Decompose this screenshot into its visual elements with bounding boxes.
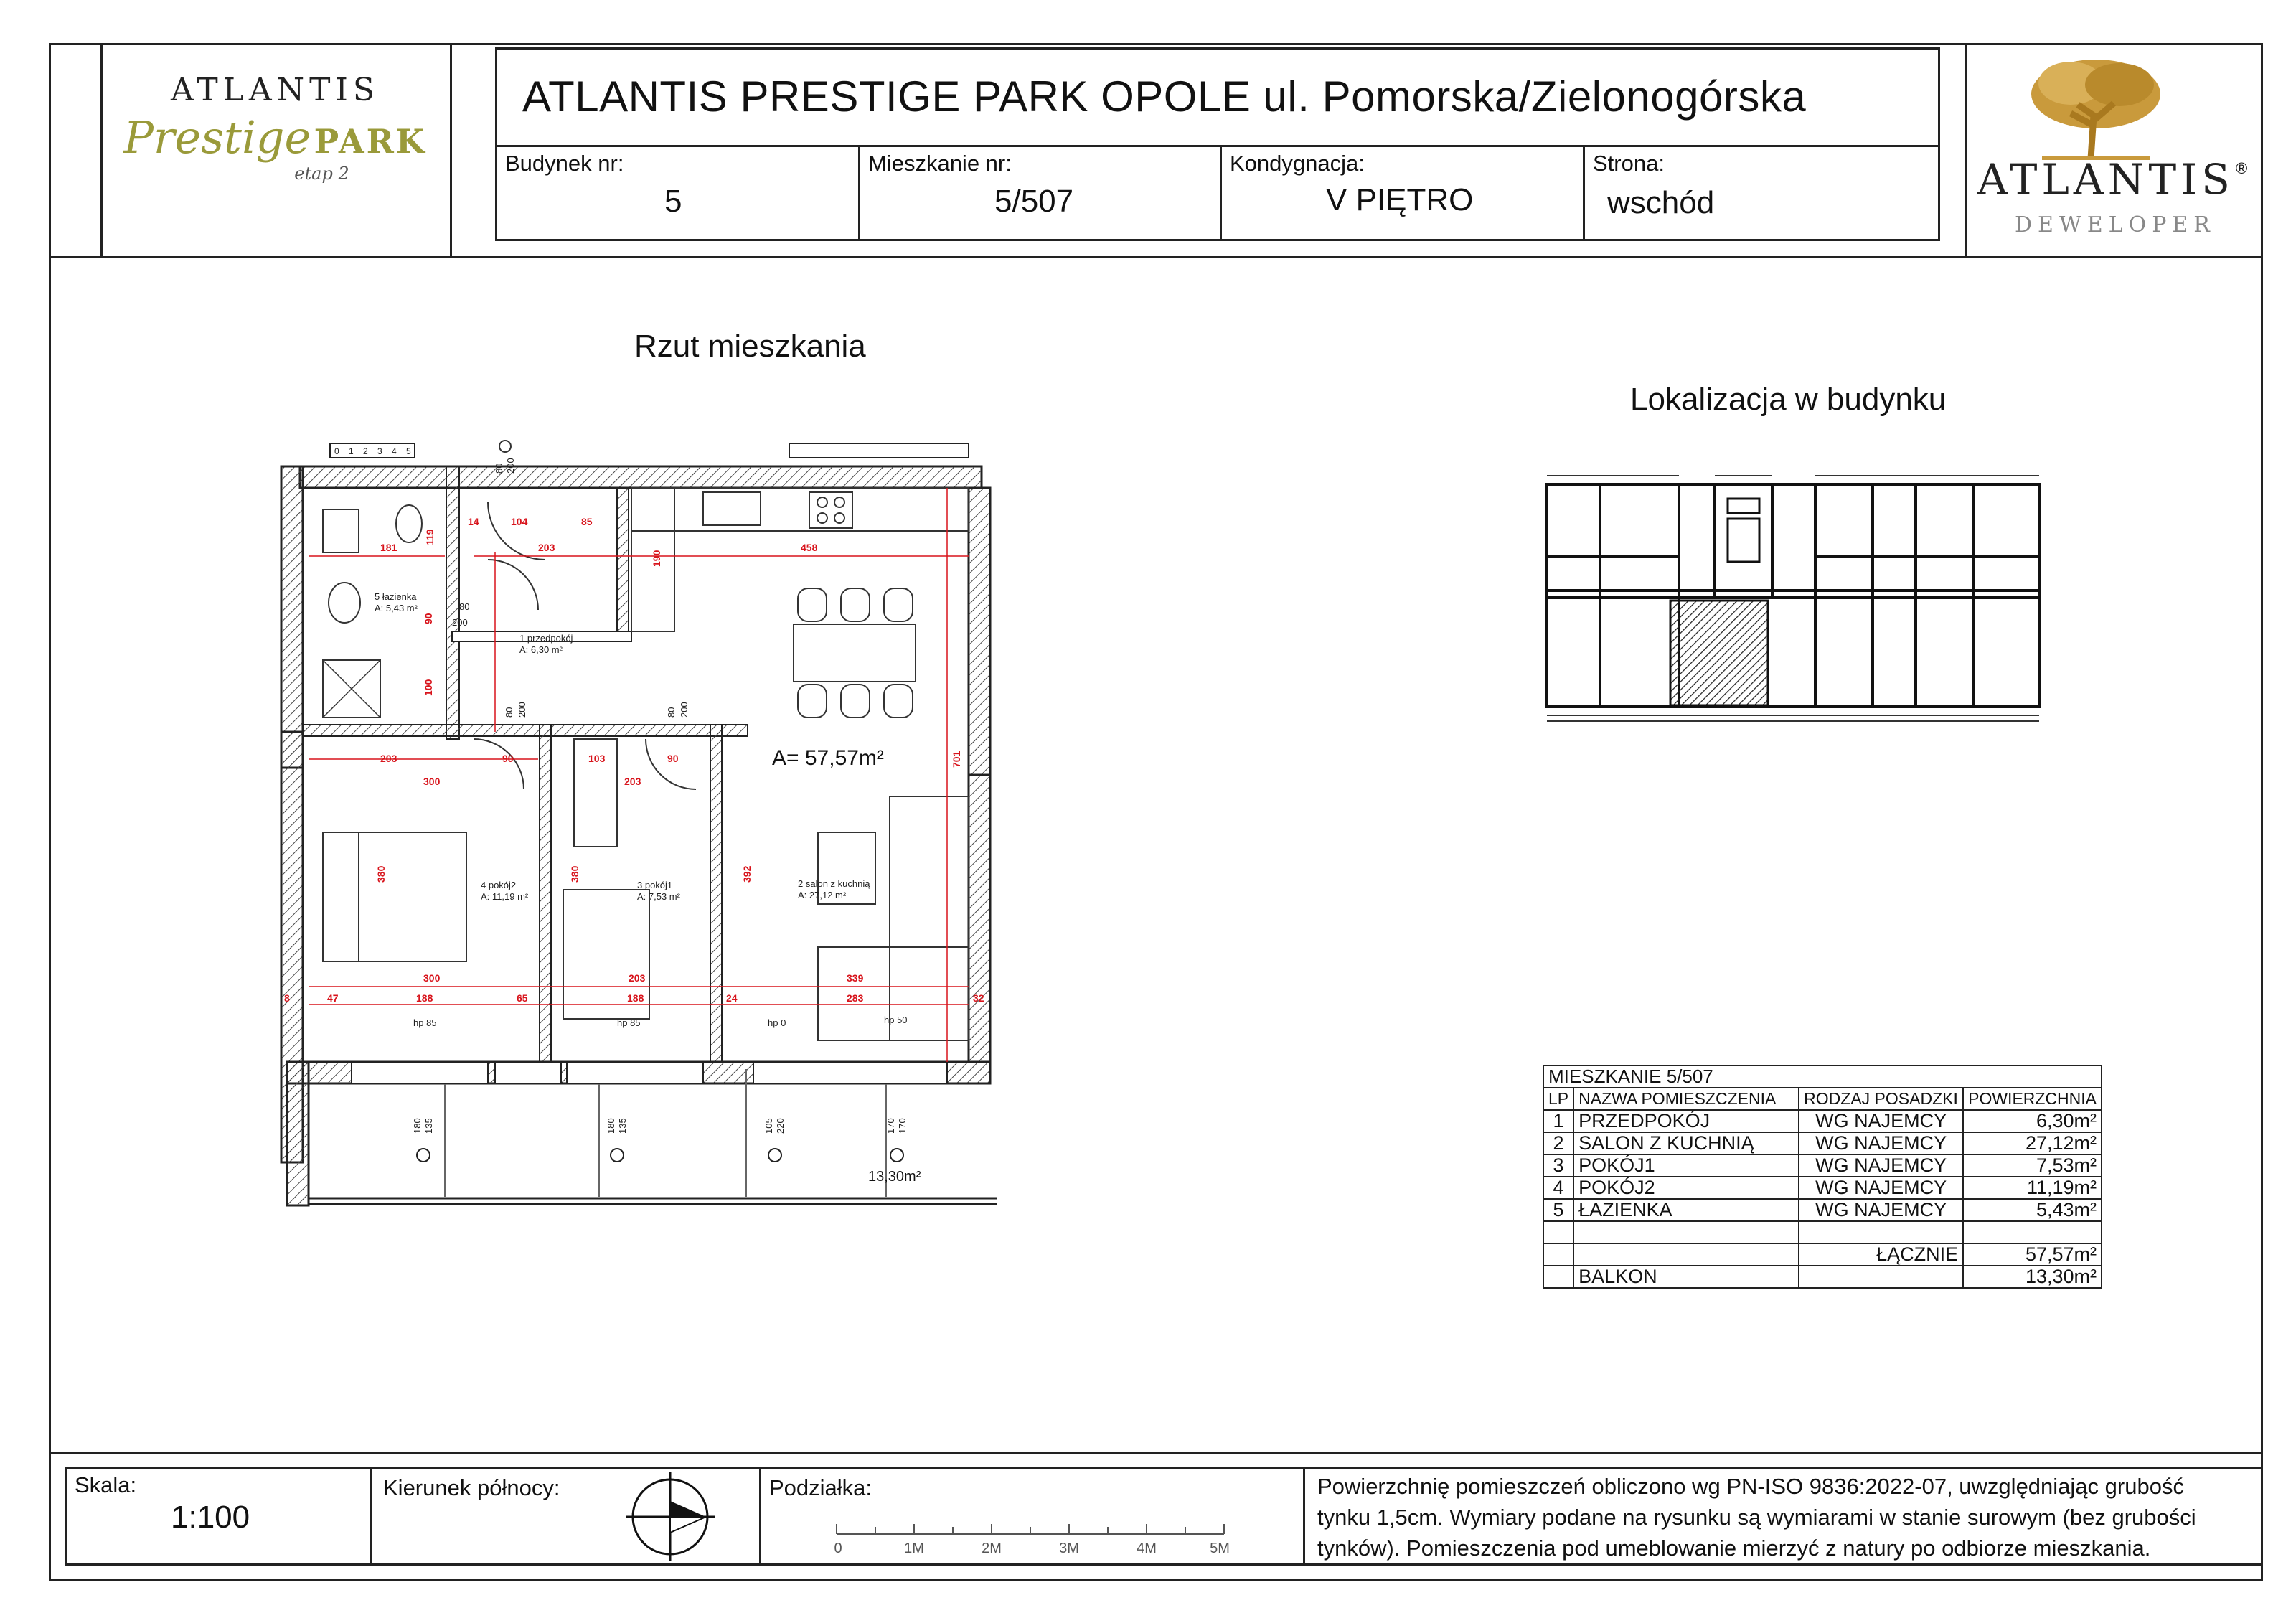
table-row (1543, 1199, 2102, 1221)
apartment-label: Mieszkanie nr: (868, 151, 1012, 176)
window-number: 2 (363, 446, 368, 456)
registered-mark: ® (2236, 159, 2248, 177)
cell-name (1573, 1243, 1799, 1266)
plan-title: Rzut mieszkania (634, 329, 866, 364)
window-number: 5 (406, 446, 411, 456)
window-number: 1 (349, 446, 354, 456)
location-title: Lokalizacja w budynku (1630, 382, 1947, 417)
dim-label: 14 (468, 516, 479, 527)
floor-value: V PIĘTRO (1326, 182, 1474, 217)
room-table-header: LP (1543, 1088, 1573, 1110)
bar-tick-label: 1M (904, 1540, 924, 1556)
cell-area: 27,12m² (1963, 1132, 2102, 1154)
scale-bar (832, 1520, 1234, 1560)
building-location-plan (1543, 470, 2045, 728)
hall-wall (617, 488, 629, 631)
balcony-dim-label: 135 (423, 1118, 434, 1134)
north-label: Kierunek północy: (383, 1475, 560, 1500)
bedroom-north-wall (303, 725, 748, 736)
dim-label: 103 (588, 753, 606, 764)
salon-partition (710, 725, 722, 1062)
cell-lp: 1 (1543, 1110, 1573, 1132)
cell-lp: 4 (1543, 1177, 1573, 1199)
header-divider (49, 256, 2263, 258)
cell-area: 13,30m² (1963, 1266, 2102, 1288)
cell-name (1573, 1221, 1799, 1243)
room-name: 1 przedpokój (519, 633, 573, 644)
dim-label: 283 (847, 992, 864, 1004)
dim-label: 90 (423, 613, 434, 624)
area-note (1317, 1471, 2262, 1563)
dim-label: 339 (847, 972, 864, 984)
room-table-header: RODZAJ POSADZKI (1799, 1088, 1963, 1110)
room-name: 5 łazienka (375, 591, 417, 602)
project-logo-script: Prestige (123, 111, 311, 164)
north-arrow-icon (626, 1472, 715, 1561)
dim-label: 203 (380, 753, 397, 764)
dim-label: 392 (741, 865, 753, 883)
door-dim-label: 200 (679, 702, 690, 718)
cell-area: 7,53m² (1963, 1154, 2102, 1177)
room-area: A: 27,12 m² (798, 890, 847, 900)
room-table-header: NAZWA POMIESZCZENIA (1573, 1088, 1799, 1110)
table-row (1543, 1132, 2102, 1154)
building-label: Budynek nr: (505, 151, 624, 176)
door-dim-label: 80 (504, 707, 514, 718)
room-area: A: 11,19 m² (481, 891, 529, 902)
dim-label: 104 (511, 516, 528, 527)
door-dim-label: 80 (666, 707, 677, 718)
cell-lp (1543, 1243, 1573, 1266)
room-name: 4 pokój2 (481, 880, 517, 890)
room-area: A: 6,30 m² (519, 644, 563, 655)
developer-logo-sub: DEWELOPER (2015, 212, 2216, 237)
sill-height-label: hp 85 (617, 1017, 641, 1028)
sill-height-label: hp 85 (413, 1017, 437, 1028)
room-table-caption: MIESZKANIE 5/507 (1543, 1065, 2102, 1088)
field-divider (858, 145, 860, 241)
alarm-dim-label: 200 (505, 458, 516, 474)
balcony-dim-label: 135 (617, 1118, 628, 1134)
cell-area: 5,43m² (1963, 1199, 2102, 1221)
dim-label: 203 (538, 542, 555, 553)
bar-label: Podziałka: (769, 1475, 872, 1500)
table-row-total (1543, 1243, 2102, 1266)
dim-label: 203 (629, 972, 646, 984)
project-logo (100, 72, 450, 184)
balcony-dim-label: 105 (763, 1118, 774, 1134)
bar-tick-label: 5M (1210, 1540, 1230, 1556)
alarm-dim-label: 80 (494, 463, 504, 474)
highlighted-apartment (1670, 601, 1768, 705)
project-title: ATLANTIS PRESTIGE PARK OPOLE ul. Pomorska/Zielonogórska (522, 72, 1807, 121)
table-row (1543, 1221, 2102, 1243)
area-note-line: tynków). Pomieszczenia pod umeblowanie mierzyć z natury po odbiorze mieszkania. (1317, 1535, 2151, 1561)
room-table-header: POWIERZCHNIA (1963, 1088, 2102, 1110)
dim-label: 90 (667, 753, 679, 764)
cell-floor: WG NAJEMCY (1799, 1177, 1963, 1199)
footer-divider-v (370, 1467, 372, 1566)
balcony-dim-label: 180 (606, 1118, 616, 1134)
dim-label: 8 (284, 992, 290, 1004)
dim-label: 380 (569, 865, 580, 883)
footer-divider-v (759, 1467, 761, 1566)
window-number: 0 (334, 446, 339, 456)
cell-lp: 5 (1543, 1199, 1573, 1221)
north-wall (300, 463, 982, 488)
table-row (1543, 1154, 2102, 1177)
bath-wall (446, 466, 459, 739)
table-row-balcony (1543, 1266, 2102, 1288)
door-dim-label: 200 (517, 702, 527, 718)
room-area: A: 7,53 m² (637, 891, 680, 902)
dim-label: 458 (801, 542, 818, 553)
bar-tick-label: 4M (1137, 1540, 1157, 1556)
cell-area: 6,30m² (1963, 1110, 2102, 1132)
dim-label: 181 (380, 542, 397, 553)
scale-value: 1:100 (171, 1500, 250, 1535)
balcony-dim-label: 170 (885, 1118, 896, 1134)
cell-floor (1799, 1266, 1963, 1288)
footer-divider (49, 1452, 2263, 1454)
dim-label: 24 (726, 992, 738, 1004)
table-row (1543, 1110, 2102, 1132)
tree-logo-icon (2028, 55, 2164, 162)
cell-area (1963, 1221, 2102, 1243)
apartment-area: A= 57,57m² (772, 746, 884, 770)
scale-label: Skala: (75, 1472, 137, 1497)
door-dim-label: 80 (459, 601, 470, 612)
dim-label: 701 (951, 751, 962, 768)
balcony-dim-label: 220 (775, 1118, 786, 1134)
area-note-line: Powierzchnię pomieszczeń obliczono wg PN-ISO 9836:2022-07, uwzględniając grubość (1317, 1474, 2184, 1499)
cell-name: ŁAZIENKA (1573, 1199, 1799, 1221)
area-note-line: tynku 1,5cm. Wymiary podane na rysunku są wymiarami w stanie surowym (bez grubości (1317, 1505, 2196, 1530)
dim-label: 47 (327, 992, 339, 1004)
footer-divider-v (1303, 1467, 1305, 1566)
cell-floor: WG NAJEMCY (1799, 1199, 1963, 1221)
room-name: 3 pokój1 (637, 880, 673, 890)
cell-floor: WG NAJEMCY (1799, 1132, 1963, 1154)
title-block-divider (495, 145, 1940, 147)
cell-lp (1543, 1266, 1573, 1288)
dim-label: 85 (581, 516, 593, 527)
dim-label: 190 (651, 550, 662, 567)
dim-label: 380 (375, 865, 387, 883)
dim-label: 32 (973, 992, 984, 1004)
cell-name: SALON Z KUCHNIĄ (1573, 1132, 1799, 1154)
room-area: A: 5,43 m² (375, 603, 418, 613)
logo-left-divider (450, 43, 452, 257)
dim-label: 300 (423, 776, 441, 787)
bar-tick-label: 3M (1059, 1540, 1079, 1556)
dim-label: 203 (624, 776, 641, 787)
door-dim-label: 200 (452, 617, 468, 628)
dim-label: 119 (424, 529, 436, 545)
balcony-side-wall (287, 1062, 309, 1205)
cell-name: POKÓJ1 (1573, 1154, 1799, 1177)
cell-lp: 3 (1543, 1154, 1573, 1177)
cell-lp: 2 (1543, 1132, 1573, 1154)
side-label: Strona: (1593, 151, 1665, 176)
dim-label: 188 (416, 992, 433, 1004)
side-value: wschód (1607, 185, 1715, 220)
bar-tick-label: 0 (834, 1540, 842, 1556)
cell-floor: WG NAJEMCY (1799, 1154, 1963, 1177)
project-logo-name: ATLANTIS (170, 72, 380, 108)
window-number: 4 (392, 446, 397, 456)
bedrooms-partition (540, 725, 551, 1062)
cell-total-label: ŁĄCZNIE (1799, 1243, 1963, 1266)
field-divider (1220, 145, 1222, 241)
west-wall-bath (281, 466, 303, 768)
dim-label: 100 (423, 679, 434, 696)
balcony-dim-label: 180 (412, 1118, 423, 1134)
developer-logo-name: ATLANTIS (1977, 155, 2234, 204)
east-wall-upper (969, 488, 990, 775)
room-table (1543, 1065, 2102, 1289)
cell-name: POKÓJ2 (1573, 1177, 1799, 1199)
east-wall-lower (969, 775, 990, 1062)
bar-tick-label: 2M (982, 1540, 1002, 1556)
dim-label: 300 (423, 972, 441, 984)
cell-name: BALKON (1573, 1266, 1799, 1288)
dim-label: 90 (502, 753, 514, 764)
room-name: 2 salon z kuchnią (798, 878, 870, 889)
sill-height-label: hp 0 (768, 1017, 786, 1028)
dim-label: 65 (517, 992, 528, 1004)
logo-right-divider (1965, 43, 1967, 257)
balcony-area: 13,30m² (868, 1169, 921, 1185)
project-logo-stage: etap 2 (294, 164, 349, 184)
field-divider (1583, 145, 1585, 241)
cell-total-area: 57,57m² (1963, 1243, 2102, 1266)
dim-label: 188 (627, 992, 644, 1004)
project-logo-park: PARK (314, 122, 427, 161)
cell-floor (1799, 1221, 1963, 1243)
balcony-dim-label: 170 (897, 1118, 908, 1134)
floor-plan (280, 431, 1019, 1213)
cell-name: PRZEDPOKÓJ (1573, 1110, 1799, 1132)
floor-label: Kondygnacja: (1230, 151, 1365, 176)
sill-height-label: hp 50 (884, 1015, 908, 1025)
cell-floor: WG NAJEMCY (1799, 1110, 1963, 1132)
cell-lp (1543, 1221, 1573, 1243)
window-number: 3 (377, 446, 382, 456)
cell-area: 11,19m² (1963, 1177, 2102, 1199)
apartment-value: 5/507 (994, 184, 1074, 219)
building-value: 5 (664, 184, 682, 219)
table-row (1543, 1177, 2102, 1199)
